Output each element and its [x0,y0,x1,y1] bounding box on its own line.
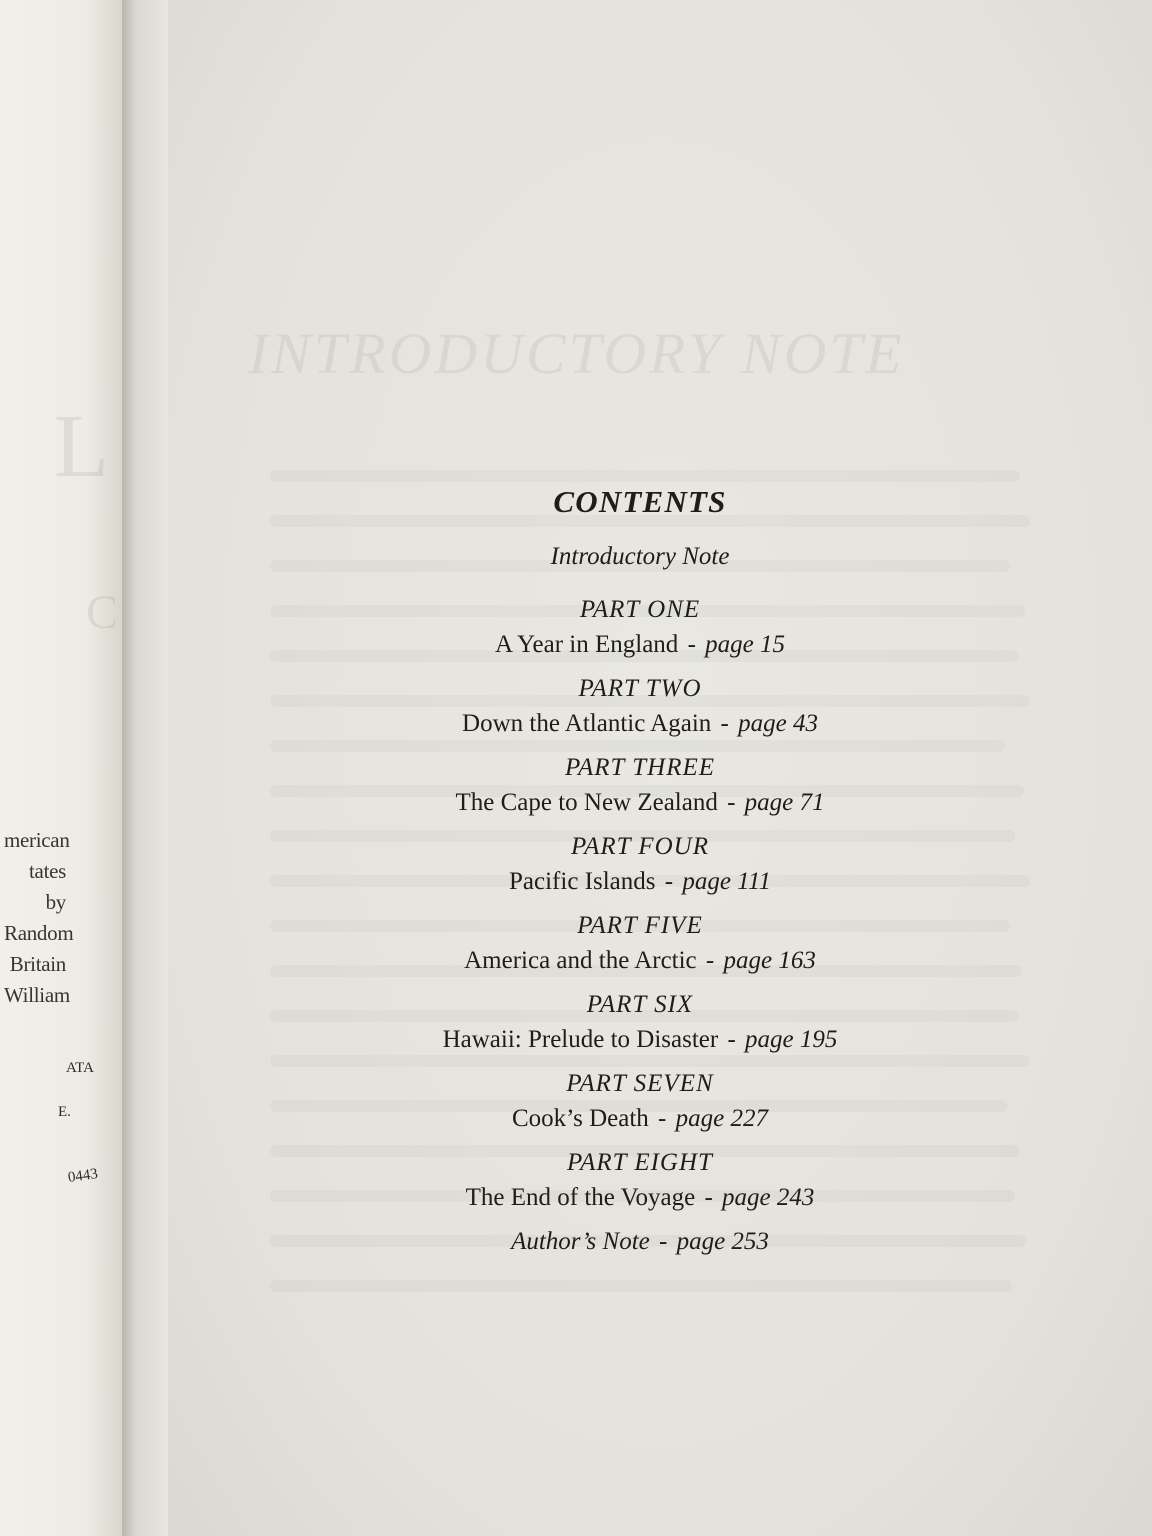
entry-separator: - [664,868,674,895]
page-reference: page 71 [744,789,825,816]
book-gutter [122,0,168,1536]
introductory-note-entry: Introductory Note [550,543,730,570]
chapter-entry [330,1103,950,1135]
entry-separator: - [704,1184,713,1211]
chapter-entry [330,1182,950,1214]
left-faint-letter: L [54,397,109,496]
left-small-e: E. [58,1104,71,1120]
page-reference: page 227 [675,1105,768,1132]
left-line-tates-by: tates by [29,859,66,914]
chapter-title: A Year in England [494,631,679,658]
entry-separator: - [658,1105,667,1132]
page-reference: page 163 [723,947,816,974]
chapter-entry [330,708,950,740]
contents-part-four [330,832,950,898]
contents-part-five [330,911,950,977]
chapter-entry [330,787,950,819]
authors-note-page-reference: page 253 [676,1228,769,1255]
chapter-title: Pacific Islands [509,868,656,895]
part-title: PART EIGHT [567,1149,713,1176]
part-title: PART SIX [586,991,694,1018]
contents-part-seven [330,1069,950,1135]
left-page [0,0,122,1536]
chapter-entry [330,945,950,977]
contents-part-one [330,595,950,661]
page-reference: page 243 [722,1184,815,1211]
bleed-through-title: INTRODUCTORY NOTE [248,321,905,386]
chapter-title: The End of the Voyage [465,1184,696,1211]
chapter-title: The Cape to New Zealand [455,789,718,816]
entry-separator: - [658,1228,668,1255]
left-faint-letter-small: C [86,586,119,639]
contents-part-two [330,674,950,740]
contents-part-three [330,753,950,819]
contents-part-eight [330,1148,950,1214]
chapter-title: Hawaii: Prelude to Disaster [442,1026,719,1053]
entry-separator: - [727,1026,736,1053]
chapter-entry [330,866,950,898]
entry-separator: - [727,789,736,816]
page-reference: page 111 [682,868,771,895]
left-line-american: merican [4,828,70,852]
chapter-title: Down the Atlantic Again [462,710,712,737]
table-of-contents [330,480,950,1257]
page-reference: page 15 [705,631,785,658]
contents-part-six [330,990,950,1056]
left-line-random: Random [4,921,74,945]
bleed-through-line [270,1280,1012,1292]
left-page-text [4,825,74,1011]
page-reference: page 195 [745,1026,838,1053]
left-line-britain: Britain [9,952,66,976]
page-reference: page 43 [738,710,818,737]
chapter-title: America and the Arctic [464,947,697,974]
authors-note-entry [330,1227,950,1257]
chapter-title: Cook’s Death [512,1105,649,1132]
part-title: PART TWO [578,675,702,702]
contents-heading: CONTENTS [553,484,727,519]
part-title: PART FIVE [577,912,703,939]
left-small-ata: ATA [66,1060,94,1076]
part-title: PART FOUR [571,833,709,860]
part-title: PART ONE [579,596,701,623]
authors-note-title: Author’s Note [511,1228,650,1255]
chapter-entry [330,629,950,661]
entry-separator: - [687,631,696,658]
entry-separator: - [720,710,729,737]
entry-separator: - [705,947,715,974]
left-small-number: 0443 [66,1165,99,1187]
chapter-entry [330,1024,950,1056]
part-title: PART THREE [564,754,716,781]
part-title: PART SEVEN [566,1070,714,1097]
left-line-william: William [4,983,70,1007]
